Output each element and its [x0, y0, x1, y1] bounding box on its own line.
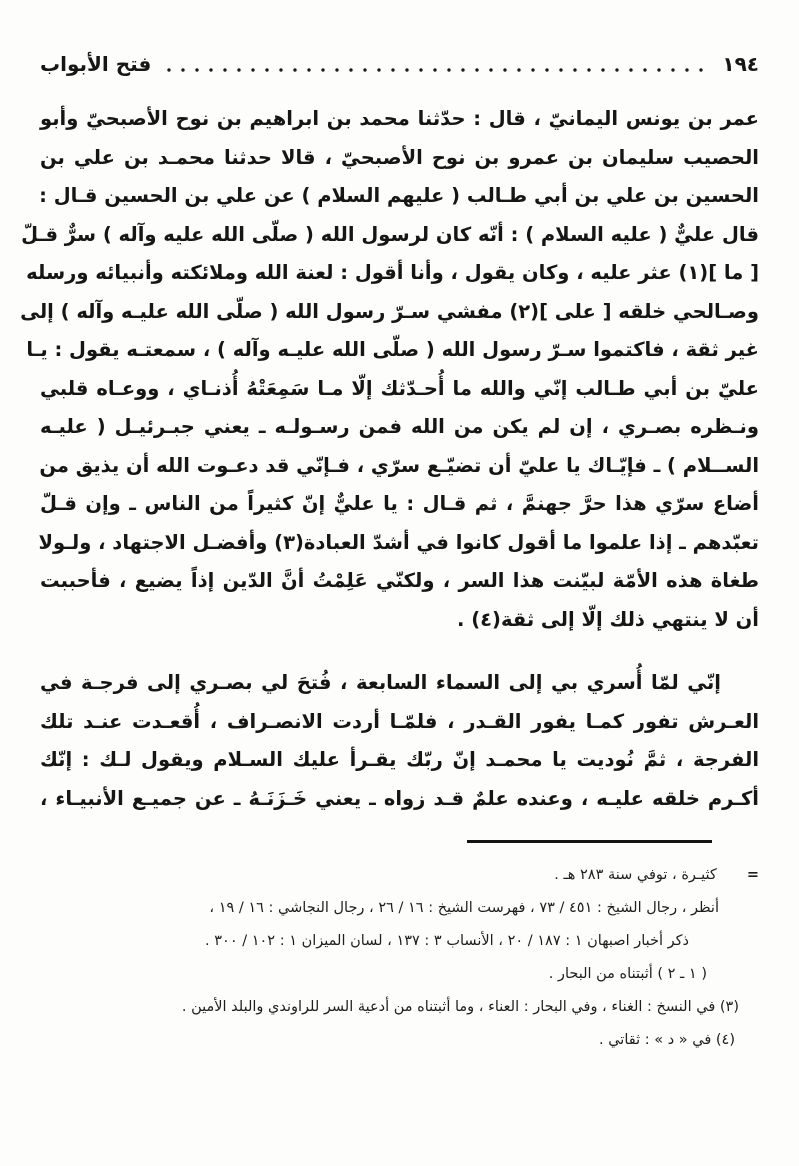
paragraph-1 — [20, 100, 759, 639]
text-line: عمر بن يونس اليمانيّ ، قال : حدّثنا محمد بن ابراهيم بن نوح الأصبحيّ وأبو — [40, 107, 759, 130]
body-text — [20, 100, 759, 818]
text-line: قال عليٌّ ( عليه السلام ) : أنّه كان لرسول الله ( صلّى الله عليه وآله ) سرٌّ قـلّ — [21, 222, 759, 246]
text-line: أضاع سرّي هذا حرَّ جهنمَّ ، ثم قـال : يا عليٌّ إنّ كثيراً من الناس ـ وإن قـلّ — [40, 492, 759, 515]
text-line: الســلام ) ـ فإيّـاك يا عليّ أن تضيّـع سرّي ، فـإنّي قد دعـوت الله أن يذيق من — [39, 453, 759, 477]
dot-leader — [165, 56, 708, 76]
footnote-line: (٣) في النسخ : الغناء ، وفي البحار : العناء ، وما أثبتناه من أدعية السر للراوندي والبلد الأمين . — [181, 999, 739, 1015]
text-line: إنّي لمّا أُسري بي إلى السماء السابعة ، فُتحَ لي بصـري إلى فرجـة في — [40, 671, 721, 694]
footnote-line: ذكر أخبار اصبهان ١ : ١٨٧ / ٢٠ ، الأنساب ٣ : ١٣٧ ، لسان الميزان ١ : ١٠٢ / ٣٠٠ . — [205, 933, 689, 949]
text-line: غير ثقة ، فاكتموا سـرّ رسول الله ( صلّى الله عليـه وآله ) ، سمعتـه يقول : يـا — [26, 338, 759, 361]
text-line: وصـالحي خلقه [ على ](٢) مفشي سـرّ رسول الله ( صلّى الله عليـه وآله ) إلى — [20, 299, 759, 323]
text-line: الحصيب سليمان بن عمرو بن نوح الأصبحيّ ، قالا حدثنا محمـد بن علي بن — [40, 145, 759, 169]
footnote-continuation-marker: = — [746, 867, 759, 883]
footnote-continuation — [40, 859, 759, 892]
footnotes-section — [40, 840, 759, 1057]
paragraph-2 — [40, 664, 759, 818]
footnote-line: (٤) في « د » : ثقاتي . — [598, 1032, 735, 1048]
text-line: عليّ بن أبي طـالب إنّي والله ما أُحـدّثك إلّا مـا سَمِعَتْهُ أُذنـاي ، ووعـاه قلبي — [40, 376, 759, 400]
footnote-separator — [467, 840, 712, 843]
book-title: فتح الأبواب — [40, 52, 152, 76]
text-line: أن لا ينتهي ذلك إلّا إلى ثقة(٤) . — [457, 607, 759, 631]
page-header — [40, 44, 759, 76]
text-line: الحسين بن علي بن أبي طـالب ( عليهم السلام ) عن علي بن الحسين قـال : — [39, 184, 759, 207]
text-line: طغاة هذه الأمّة لبيّنت هذا السر ، ولكنّي عَلِمْتُ أنَّ الدّين إذاً يضيع ، فأحببت — [40, 569, 759, 592]
text-line: الفرجة ، ثمَّ نُوديت يا محمـد إنّ ربّك يقـرأ عليك السـلام ويقول لـك : إنّك — [40, 748, 759, 771]
footnote-line: أنظر ، رجال الشيخ : ٤٥١ / ٧٣ ، فهرست الشيخ : ١٦ / ٢٦ ، رجال النجاشي : ١٦ / ١٩ ، — [209, 900, 719, 916]
page-number: ١٩٤ — [722, 52, 759, 76]
text-line: تعبّدهم ـ إذا علموا ما أقول كانوا في أشدّ العبادة(٣) وأفضـل الاجتهاد ، ولـولا — [38, 530, 759, 554]
text-line: أكـرم خلقه عليـه ، وعنده علمٌ قـد زواه ـ يعني خَـزَنَـهُ ـ عن جميـع الأنبيـاء ، — [40, 786, 759, 810]
text-line: [ ما ](١) عثر عليه ، وكان يقول ، وأنا أقول : لعنة الله وملائكته وأنبيائه ورسله — [26, 261, 759, 284]
text-line: ونـظره بصـري ، إن لم يكن من الله فمن رسـولـه ـ يعني جبـرئيـل ( عليـه — [40, 415, 759, 438]
text-line: العـرش تفور كمـا يفور القـدر ، فلمّـا أردت الانصـراف ، أُقعـدت عنـد تلك — [40, 709, 759, 733]
footnote-line: ( ١ ـ ٢ ) أثبتناه من البحار . — [548, 966, 707, 982]
footnote-continuation-text: كثيـرة ، توفي سنة ٢٨٣ هـ . — [554, 867, 717, 883]
